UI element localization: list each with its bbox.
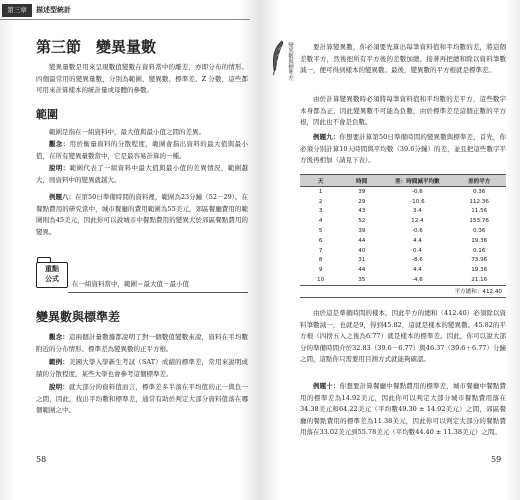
table-row (300, 216, 506, 226)
table-row (300, 187, 506, 197)
table-row (300, 256, 506, 266)
table-cell: 3.4 (412, 208, 422, 215)
table-cell: 1 (318, 188, 323, 195)
table-row (300, 275, 506, 285)
table-cell: 19.36 (471, 267, 488, 274)
page-number-right: 59 (491, 455, 502, 464)
table-cell: -0.6 (411, 228, 423, 235)
example-label: 例題十： (313, 382, 340, 390)
table-foot (300, 285, 506, 297)
table-cell: 40 (358, 247, 366, 254)
range-explain (36, 163, 248, 186)
sum-of-squares: 平方總和：412.40 (300, 285, 506, 297)
example-10 (300, 381, 506, 439)
table-row (300, 197, 506, 207)
example-label: 範例： (49, 358, 69, 366)
explain-text: 就大部分的資料值而言，標準差多半落在平均值的正一與負一之間，因此，找出平均數和標準差，通常有助於判定大部分資料值落在哪個範圍之中。 (36, 383, 249, 414)
table-cell: -4.6 (411, 277, 423, 284)
range-formula: 在一組資料當中，範圍＝最大值－最小值 (72, 280, 189, 288)
table-cell: 0.4 (412, 247, 422, 254)
table-cell: 0.36 (472, 188, 486, 195)
table-cell: -8.6 (411, 257, 423, 264)
explain-label: 說明： (49, 383, 69, 391)
range-definition: 範圍是指在一組資料中，最大值與最小值之間的差異。 (49, 128, 205, 136)
right-paragraph-1: 要計算變異數，你必須要先算出每筆資料值和平均數的差，將這個差數平方，然後把所有平方後的差數加總，接著再把總和除以資料筆數減一，便可得到樣本的變異數。最後，變異數的平方根就是標準差。 (300, 43, 506, 74)
table-cell: 31 (358, 257, 366, 264)
table-cell: 21.16 (471, 277, 488, 284)
range-concept (36, 139, 248, 162)
table-cell: 19.36 (471, 237, 488, 244)
right-paragraph-2: 由於計算變異數時必須將每筆資料值和平均數的差平方，這些數字本身都為正，因此變異數不可能為負數，由於標準差是這個正數的平方根，因此也不會是負數。 (300, 95, 506, 126)
table-header-row (300, 175, 506, 187)
range-example (36, 192, 248, 238)
example-text: 在第50日準備時間的資料裡，範圍為23分鐘（52－29）。在餐點費用的研究當中，城市餐廳的費用範圍為55美元，郊區餐廳費用的範圍則為45美元，因此你可以說城市中餐點費用的變異大於郊區餐點費用的變異。 (36, 193, 248, 236)
key-formula-label (37, 265, 67, 284)
example-text: 你想要計算餐廳中餐點費用的標準差，城市餐廳中餐點費用的標準差為14.92美元，因此你可以判定大部分城市餐點費用落在34.38美元和64.22美元（平均數49.30 ± 14.92美元）之間，郊區餐廳的餐點費用的標準差為11.38美元，因此你可以判定大部分的餐點費用落在33.02美元到55.78美元（平均數44.40 ± 11.38美元）之間。 (300, 382, 507, 436)
table-row (300, 207, 506, 217)
table-cell: 44 (358, 267, 366, 274)
table-cell: 5 (318, 228, 323, 235)
table-cell: 153.76 (469, 218, 489, 225)
explain-label: 說明： (49, 164, 70, 172)
running-header-title: 描述型統計 (36, 6, 71, 14)
example-label: 例題九： (313, 133, 340, 141)
concept-text: 這兩個計量數據都說明了對一個數值變數來說，資料在平均數附近的分布情形。標準差為變異數的正平方根。 (36, 333, 249, 353)
table-cell: 10 (317, 277, 325, 284)
explain-text: 範圍代表了一組資料中最大值與最小值的差異情況，範圍越大，則資料中的變異就越大。 (36, 164, 248, 184)
table-cell: 39 (358, 228, 366, 235)
example-9 (300, 132, 506, 167)
intro-paragraph: 變異量數是用來呈現數值變數在資料當中的離差，亦即分布的情形。四個最常用的變異量數，分別為範圍、變異數、標準差、Z 分數，這些都可用來計算樣本的統計量或母體的參數。 (36, 63, 248, 94)
table-cell: -0.6 (411, 188, 423, 195)
variance-example (36, 357, 248, 380)
table-cell: 0.36 (472, 228, 486, 235)
table-cell: 112.36 (469, 198, 489, 205)
header-rule (0, 19, 250, 20)
table-cell: 6 (318, 237, 323, 244)
margin-note: 變異數與標準差 (287, 42, 293, 81)
table-cell: -10.6 (410, 198, 425, 205)
table-row (300, 236, 506, 246)
key-formula-label-line1: 重點 (45, 265, 59, 273)
concept-label: 觀念： (49, 140, 70, 148)
section-title: 第三節 變異量數 (36, 38, 157, 56)
quill-icon (270, 40, 284, 76)
example-text: 美國大學入學新生考試（SAT）成績的標準差，常用來說明成績的分散程度，某些大學也會參考這個標準差。 (36, 358, 248, 378)
table-cell: 3 (318, 208, 323, 215)
variance-explain (36, 382, 248, 417)
table-cell: 4 (318, 218, 323, 225)
example-text: 你想要計算第50日準備時間的變異數與標準差，首先，你必須分別計算10天時間與平均數（39.6分鐘）的差，並且把這些數字平方後再相加（請見下表）。 (300, 133, 506, 164)
table-row (300, 246, 506, 256)
concept-text: 用於衡量資料的分散程度，範圍會指出資料的最大值與最小值，在所有變異量數當中，它是最容易計算的一種。 (36, 140, 248, 160)
concept-label: 觀念： (49, 333, 69, 341)
table-cell: 0.16 (472, 247, 486, 254)
table-cell: 9 (318, 267, 323, 274)
formula-rule (68, 292, 248, 293)
variance-table-body (300, 187, 506, 286)
col-time-header: 時間 (341, 175, 382, 187)
table-cell: 44 (358, 237, 366, 244)
key-formula-label-line2: 公式 (45, 274, 59, 283)
table-cell: 29 (358, 198, 366, 205)
table-head (300, 175, 506, 187)
table-cell: 35 (358, 277, 366, 284)
table-cell: 39 (358, 188, 366, 195)
table-cell: 8 (318, 257, 323, 264)
table-cell: 12.4 (411, 218, 424, 225)
table-cell: 11.56 (471, 208, 488, 215)
example-label: 例題八： (49, 193, 76, 201)
table-row (300, 265, 506, 275)
variance-concept (36, 332, 248, 355)
table-row (300, 226, 506, 236)
table-total-row (300, 285, 506, 297)
right-paragraph-3: 由於這是準備時間的樣本，因此平方的總和（412.40）必須除以資料筆數減一，也就是9，得到45.82，這就是樣本的變異數。45.82的平方根（四捨五入之後為6.77）就是樣本的標準差。因此，你可以說大部分的準備時間介於32.83（39.6－6.77）與46.37（39.6＋6.77）分鐘之間，這點你只需要用目測方式就能夠確認。 (300, 309, 506, 363)
chapter-badge: 第三章 (2, 4, 32, 17)
col-day-header: 天 (300, 175, 341, 187)
variance-table (300, 174, 506, 298)
col-square-header: 差的平方 (452, 175, 506, 187)
table-cell: 4.4 (412, 267, 422, 274)
table-cell: 7 (318, 247, 323, 254)
table-cell: 52 (358, 218, 366, 225)
variance-heading: 變異數與標準差 (36, 310, 121, 324)
table-cell: 73.96 (471, 257, 488, 264)
page-number-left: 58 (36, 455, 47, 464)
table-cell: 2 (318, 198, 323, 205)
table-cell: 4.4 (412, 237, 422, 244)
col-diff-header: 差：時間減平均數 (382, 175, 452, 187)
range-heading: 範圍 (36, 108, 58, 121)
key-formula-folder-icon (36, 262, 68, 288)
table-cell: 43 (358, 208, 366, 215)
